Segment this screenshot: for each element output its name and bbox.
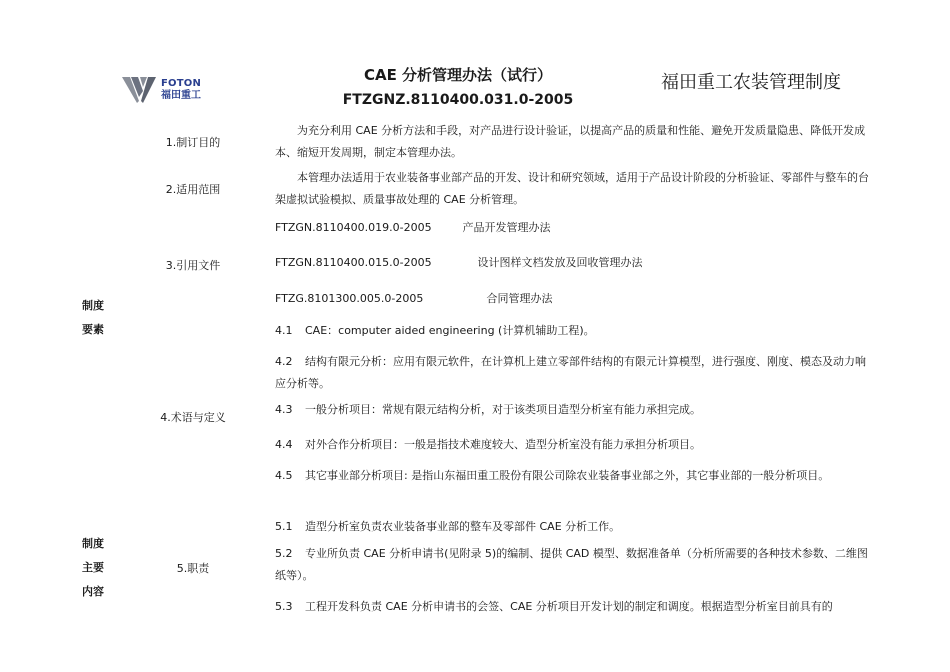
left-group-line: 制度 [82, 537, 104, 550]
term-item [275, 320, 875, 342]
org-title: 福田重工农装管理制度 [661, 72, 841, 93]
reference-code: FTZG.8101300.005.0-2005 [275, 292, 424, 305]
term-text: CAE：computer aided engineering (计算机辅助工程)。 [305, 324, 595, 337]
term-text: 其它事业部分析项目: 是指山东福田重工股份有限公司除农业装备事业部之外，其它事业部的一般分析项目。 [305, 469, 830, 482]
term-text: 一般分析项目：常规有限元结构分析，对于该类项目造型分析室有能力承担完成。 [305, 403, 701, 416]
term-item [275, 434, 875, 456]
duty-number: 5.2 [275, 547, 293, 560]
term-number: 4.3 [275, 403, 293, 416]
reference-title: 设计图样文档发放及回收管理办法 [477, 256, 643, 269]
term-number: 4.2 [275, 355, 293, 368]
left-group-content [82, 532, 104, 604]
term-number: 4.1 [275, 324, 293, 337]
left-group-line: 主要 [82, 561, 104, 574]
term-number: 4.4 [275, 438, 293, 451]
foton-logo [121, 72, 213, 108]
duty-item [275, 516, 875, 538]
left-group-line: 制度 [82, 299, 104, 312]
reference-row [275, 254, 643, 270]
section-label-references: 3.引用文件 [165, 259, 221, 272]
scope-paragraph: 本管理办法适用于农业装备事业部产品的开发、设计和研究领域，适用于产品设计阶段的分析验证、零部件与整车的台架虚拟试验模拟、质量事故处理的 CAE 分析管理。 [275, 171, 869, 206]
duty-item [275, 596, 875, 618]
section-label-scope: 2.适用范围 [165, 183, 221, 196]
section-label-duties: 5.职责 [176, 562, 210, 575]
reference-code: FTZGN.8110400.015.0-2005 [275, 256, 432, 269]
logo-brand-text: FOTON [161, 78, 202, 89]
purpose-paragraph: 为充分利用 CAE 分析方法和手段，对产品进行设计验证，以提高产品的质量和性能、避免开发质量隐患、降低开发成本、缩短开发周期，制定本管理办法。 [275, 124, 866, 159]
duty-item [275, 543, 875, 587]
term-item [275, 351, 875, 395]
section-label-purpose: 1.制订目的 [165, 136, 221, 149]
duty-number: 5.1 [275, 520, 293, 533]
duty-text: 专业所负责 CAE 分析申请书(见附录 5)的编制、提供 CAD 模型、数据准备单（分析所需要的各种技术参数、二维图纸等）。 [275, 547, 868, 582]
term-text: 结构有限元分析：应用有限元软件，在计算机上建立零部件结构的有限元计算模型，进行强度、刚度、模态及动力响应分析等。 [275, 355, 866, 390]
left-group-elements [82, 294, 104, 342]
left-group-line: 要素 [82, 323, 104, 336]
document-code: FTZGNZ.8110400.031.0-2005 [342, 92, 574, 108]
duty-text: 工程开发科负责 CAE 分析申请书的会签、CAE 分析项目开发计划的制定和调度。根据造型分析室目前具有的 [305, 600, 833, 613]
foton-logo-icon [121, 73, 157, 107]
document-title: CAE 分析管理办法（试行） [363, 66, 553, 84]
reference-title: 产品开发管理办法 [462, 221, 551, 234]
term-text: 对外合作分析项目：一般是指技术难度较大、造型分析室没有能力承担分析项目。 [305, 438, 701, 451]
logo-cn-text: 福田重工 [161, 90, 201, 101]
term-number: 4.5 [275, 469, 293, 482]
term-item [275, 399, 875, 421]
reference-row [275, 219, 551, 235]
reference-code: FTZGN.8110400.019.0-2005 [275, 221, 432, 234]
reference-row [275, 290, 553, 306]
term-item [275, 465, 875, 487]
left-group-line: 内容 [82, 585, 104, 598]
section-label-terms: 4.术语与定义 [160, 411, 226, 424]
reference-title: 合同管理办法 [486, 292, 553, 305]
duty-number: 5.3 [275, 600, 293, 613]
duty-text: 造型分析室负责农业装备事业部的整车及零部件 CAE 分析工作。 [305, 520, 621, 533]
